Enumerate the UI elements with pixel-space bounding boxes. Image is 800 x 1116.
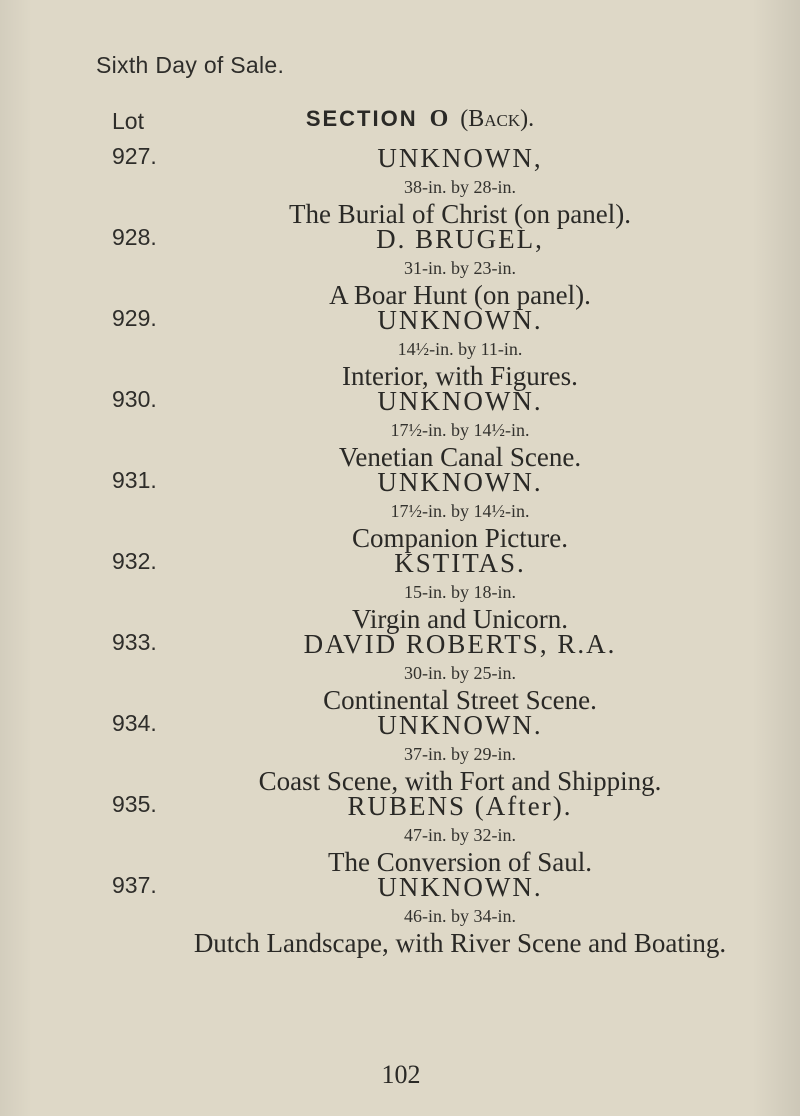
lot-number: 929. [112, 305, 157, 331]
lot-dimensions: 17½-in. by 14½-in. [390, 420, 530, 440]
lot-title: The Burial of Christ (on panel). [289, 199, 631, 229]
lot-artist: RUBENS (After). [347, 791, 573, 821]
lot-dimensions: 38-in. by 28-in. [404, 177, 516, 197]
section-title [0, 106, 800, 133]
lot-dimensions: 14½-in. by 11-in. [397, 339, 523, 359]
lot-dimensions: 31-in. by 23-in. [404, 258, 516, 278]
section-prefix: SECTION [305, 106, 418, 131]
lot-artist: DAVID ROBERTS, R.A. [303, 629, 617, 659]
lot-title: Dutch Landscape, with River Scene and Boating. [193, 928, 727, 958]
lot-title: Continental Street Scene. [323, 685, 597, 715]
lot-artist: D. BRUGEL, [376, 224, 544, 254]
lot-number: 935. [112, 791, 157, 817]
lot-artist: KSTITAS. [394, 548, 526, 578]
lot-column-label: Lot [112, 108, 144, 134]
lot-number: 937. [112, 872, 157, 898]
lot-number: 930. [112, 386, 157, 412]
lot-title: The Conversion of Saul. [328, 847, 592, 877]
lot-number: 934. [112, 710, 157, 736]
lot-title: Companion Picture. [352, 523, 568, 553]
lot-artist: UNKNOWN. [377, 305, 543, 335]
lot-title: A Boar Hunt (on panel). [329, 280, 591, 310]
page-number: 102 [381, 1060, 421, 1089]
lot-dimensions: 46-in. by 34-in. [404, 906, 516, 926]
section-suffix: (Back). [460, 106, 535, 132]
lot-title: Virgin and Unicorn. [351, 604, 569, 634]
lot-artist: UNKNOWN. [377, 386, 543, 416]
section-mark: O [429, 106, 449, 132]
lot-dimensions: 37-in. by 29-in. [404, 744, 516, 764]
lot-dimensions: 47-in. by 32-in. [404, 825, 516, 845]
lot-dimensions: 15-in. by 18-in. [404, 582, 516, 602]
lot-number: 933. [112, 629, 157, 655]
lot-artist: UNKNOWN. [377, 872, 543, 902]
lot-artist: UNKNOWN, [377, 143, 543, 173]
lot-dimensions: 17½-in. by 14½-in. [390, 501, 530, 521]
lot-title: Interior, with Figures. [342, 361, 578, 391]
lot-number: 932. [112, 548, 157, 574]
lot-title: Venetian Canal Scene. [338, 442, 582, 472]
lot-artist: UNKNOWN. [377, 710, 543, 740]
lot-number: 927. [112, 143, 157, 169]
lot-number: 928. [112, 224, 157, 250]
lot-dimensions: 30-in. by 25-in. [404, 663, 516, 683]
lot-title: Coast Scene, with Fort and Shipping. [258, 766, 662, 796]
lot-number: 931. [112, 467, 157, 493]
lot-artist: UNKNOWN. [377, 467, 543, 497]
page-header: Sixth Day of Sale. [96, 52, 285, 78]
